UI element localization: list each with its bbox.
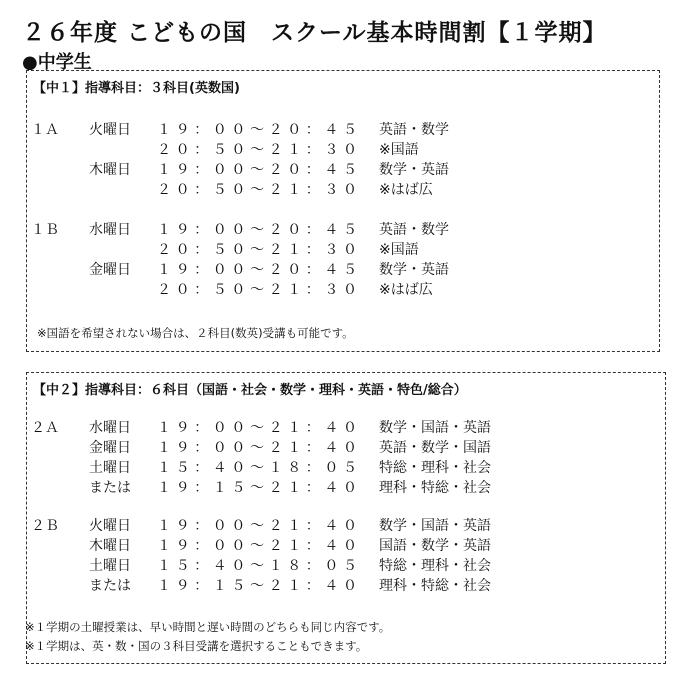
day-cell: 金曜日 — [89, 262, 131, 278]
time-cell: ２０：５０～２１：３０ — [157, 182, 362, 198]
schedule-row — [27, 219, 659, 239]
day-cell: または — [89, 480, 131, 496]
time-cell: ２０：５０～２１：３０ — [157, 242, 362, 258]
class-cell: １Ａ — [31, 122, 59, 138]
subjects-cell: ※国語 — [379, 242, 419, 258]
day-cell: 水曜日 — [89, 222, 131, 238]
note-grade2-2: ※１学期は、英・数・国の３科目受講を選択することもできます。 — [25, 639, 368, 653]
time-cell: １５：４０～１８：０５ — [157, 558, 362, 574]
subjects-cell: 数学・英語 — [379, 162, 449, 178]
subjects-cell: ※はば広 — [379, 282, 433, 298]
subjects-cell: 理科・特総・社会 — [379, 578, 491, 594]
class-cell: ２Ａ — [31, 420, 59, 436]
day-cell: 土曜日 — [89, 558, 131, 574]
schedule-row — [27, 437, 665, 457]
subjects-cell: 特総・理科・社会 — [379, 558, 491, 574]
subjects-cell: 数学・国語・英語 — [379, 420, 491, 436]
time-cell: １９：００～２０：４５ — [157, 162, 362, 178]
schedule-row — [27, 417, 665, 437]
schedule-row — [27, 239, 659, 259]
time-cell: １９：００～２１：４０ — [157, 440, 362, 456]
day-cell: 水曜日 — [89, 420, 131, 436]
subjects-cell: 数学・英語 — [379, 262, 449, 278]
schedule-row — [27, 477, 665, 497]
subjects-cell: 英語・数学 — [379, 122, 449, 138]
schedule-row — [27, 119, 659, 139]
time-cell: １９：００～２０：４５ — [157, 222, 362, 238]
time-cell: １９：００～２１：４０ — [157, 538, 362, 554]
day-cell: 土曜日 — [89, 460, 131, 476]
schedule-row — [27, 259, 659, 279]
schedule-row — [27, 575, 665, 595]
box-header-grade1: 【中１】指導科目：３科目(英数国) — [33, 81, 240, 96]
box-header-grade2: 【中２】指導科目：６科目（国語・社会・数学・理科・英語・特色/総合） — [33, 383, 467, 398]
schedule-row — [27, 555, 665, 575]
schedule-row — [27, 159, 659, 179]
time-cell: １９：００～２０：４５ — [157, 262, 362, 278]
section-label-junior-high: ●中学生 — [22, 52, 92, 70]
subjects-cell: 英語・数学 — [379, 222, 449, 238]
time-cell: １９：００～２０：４５ — [157, 122, 362, 138]
subjects-cell: 国語・数学・英語 — [379, 538, 491, 554]
subjects-cell: ※はば広 — [379, 182, 433, 198]
class-cell: １Ｂ — [31, 222, 59, 238]
time-cell: ２０：５０～２１：３０ — [157, 282, 362, 298]
schedule-row — [27, 279, 659, 299]
schedule-box-grade1 — [26, 70, 660, 352]
schedule-row — [27, 535, 665, 555]
day-cell: 木曜日 — [89, 538, 131, 554]
schedule-box-grade2 — [26, 372, 666, 664]
subjects-cell: 英語・数学・国語 — [379, 440, 491, 456]
subjects-cell: ※国語 — [379, 142, 419, 158]
time-cell: １９：１５～２１：４０ — [157, 578, 362, 594]
day-cell: 火曜日 — [89, 122, 131, 138]
time-cell: １９：００～２１：４０ — [157, 518, 362, 534]
schedule-row — [27, 515, 665, 535]
day-cell: または — [89, 578, 131, 594]
note-grade1: ※国語を希望されない場合は、２科目(数英)受講も可能です。 — [37, 326, 354, 340]
time-cell: １５：４０～１８：０５ — [157, 460, 362, 476]
subjects-cell: 特総・理科・社会 — [379, 460, 491, 476]
subjects-cell: 理科・特総・社会 — [379, 480, 491, 496]
day-cell: 火曜日 — [89, 518, 131, 534]
note-grade2-1: ※１学期の土曜授業は、早い時間と遅い時間のどちらも同じ内容です。 — [25, 620, 391, 634]
day-cell: 木曜日 — [89, 162, 131, 178]
page-title: ２６年度 こどもの国 スクール基本時間割【１学期】 — [22, 20, 607, 46]
schedule-row — [27, 457, 665, 477]
time-cell: １９：００～２１：４０ — [157, 420, 362, 436]
time-cell: １９：１５～２１：４０ — [157, 480, 362, 496]
day-cell: 金曜日 — [89, 440, 131, 456]
class-cell: ２Ｂ — [31, 518, 59, 534]
schedule-row — [27, 179, 659, 199]
time-cell: ２０：５０～２１：３０ — [157, 142, 362, 158]
schedule-row — [27, 139, 659, 159]
subjects-cell: 数学・国語・英語 — [379, 518, 491, 534]
